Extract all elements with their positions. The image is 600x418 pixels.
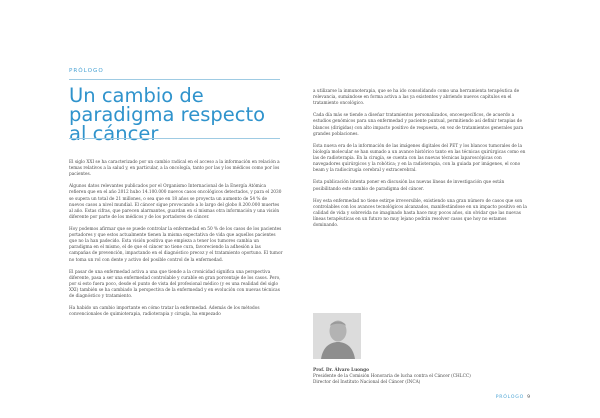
author-portrait bbox=[313, 313, 361, 359]
paragraph: Hoy esta enfermedad no tiene estirpe irreversible, existiendo una gran número de casos que son controlables con los avances tecnológicos alcanzados, manifestándose en un impacto positivo en la calidad de vida y sobrevida no imaginado hasta hace muy pocos años, sin olvidar que las nuevas líneas terapéuticas en un futuro no muy lejano podrán resolver casos que hoy no estamos dominando. bbox=[313, 198, 527, 229]
paragraph: a utilizarse la inmunoterapia, que se ha ido consolidando como una herramienta terapéutica de relevancia, sumándose en forma activa a las ya existentes y abriendo nuevos capítulos en el tratamiento oncológico. bbox=[313, 89, 520, 107]
author-name: Prof. Dr. Álvaro Luongo bbox=[313, 368, 369, 373]
paragraph: Algunos datos relevantes publicados por el Organismo Internacional de la Energía Atómica refieren que en el año 2012 hubo 14.100.000 nuevos casos oncológicos detectados, y para el 2030 se supera un total de 21 millones, o sea que en 18 años se proyecta un aumento de 54 % de nuevos casos a nivel mundial. El cáncer sigue provocando a lo largo del globo 8.200.000 muertes al año. Estas cifras, que parecen alarmantes, guardan en sí mismas otra información y una visión diferente por parte de los médicos y de los portadores de cáncer. bbox=[69, 184, 282, 220]
right-column bbox=[313, 89, 529, 235]
paragraph: El pasar de una enfermedad activa a una que tiende a la cronicidad significa una perspectiva diferente, pasa a ser una enfermedad controlable y curable en gran porcentaje de los casos. Pero, por si esto fuera poco, desde el punto de vista del profesional médico (y es una realidad del siglo XXI) también se ha cambiado la perspectiva de la enfermedad y en evolución con nuevas técnicas de diagnóstico y tratamiento. bbox=[69, 269, 281, 300]
left-column bbox=[69, 160, 283, 325]
paragraph: Esta publicación intenta poner en discusión las nuevas líneas de investigación que están posibilitando este cambio de paradigma del cáncer. bbox=[313, 180, 505, 192]
title-bottom-rule bbox=[69, 138, 280, 139]
author-role-1: Presidente de la Comisión Honoraria de lucha contra el Cáncer (CHLCC) bbox=[313, 374, 471, 380]
paragraph: Cada día más se tiende a diseñar tratamientos personalizados, oncoespecíficos, de acuerdo a estudios genómicos para una enfermedad y paciente puntual, permitiendo así definir terapias de blancos (dirigidas) con alto impacto positivo de respuesta, en vez de tratamientos generales para grandes poblaciones. bbox=[313, 113, 524, 137]
paragraph: Esta nueva era de la información de las imágenes digitales del PET y los blancos tumorales de la biología molecular se han sumado a un avance histórico tanto en las técnicas quirúrgicas como en las de radioterapia. En la cirugía, se cuenta con las nuevas técnicas laparoscópicas con navegadores quirúrgicos y la robótica; y en la radioterapia, con la guiada por imágenes, el cono beam y la radiocirugía cerebral y extracerebral. bbox=[313, 143, 526, 174]
page-folio bbox=[496, 395, 530, 400]
folio-label: PRÓLOGO bbox=[495, 395, 525, 400]
author-role-2: Director del Instituto Nacional del Cáncer (INCA) bbox=[313, 380, 421, 386]
page-title: Un cambio de paradigma respecto al cáncer bbox=[69, 84, 266, 145]
signature-block bbox=[313, 368, 529, 386]
paragraph: Ha habido un cambio importante en cómo tratar la enfermedad. Además de los métodos convencionales de quimioterapia, radioterapia y cirugía, ha empezado bbox=[69, 306, 260, 318]
title-top-rule bbox=[69, 79, 280, 80]
paragraph: Hoy podemos afirmar que se puede controlar la enfermedad en 50 % de los casos de los pacientes portadores y que estos actualmente tienen la misma expectativa de vida que aquellos pacientes que no la han padecido. Esta visión positiva que empieza a tener los tumores cambia un paradigma en el mismo, el de que el cáncer no tiene cura, favoreciendo la adhesión a las campañas de prevención, impactando en el diagnóstico precoz y el tratamiento oportuno. El tumor no toma un rol con dente y activo del posible control de la enfermedad. bbox=[69, 227, 283, 263]
page-number: 9 bbox=[527, 395, 530, 400]
paragraph: El siglo XXI se ha caracterizado por un cambio radical en el acceso a la información en relación a temas relativos a la salud y, en particular, a la oncología, tanto por las y los médicos como por los pacientes. bbox=[69, 160, 280, 178]
section-label: PRÓLOGO bbox=[69, 68, 104, 74]
portrait-image bbox=[313, 313, 361, 359]
